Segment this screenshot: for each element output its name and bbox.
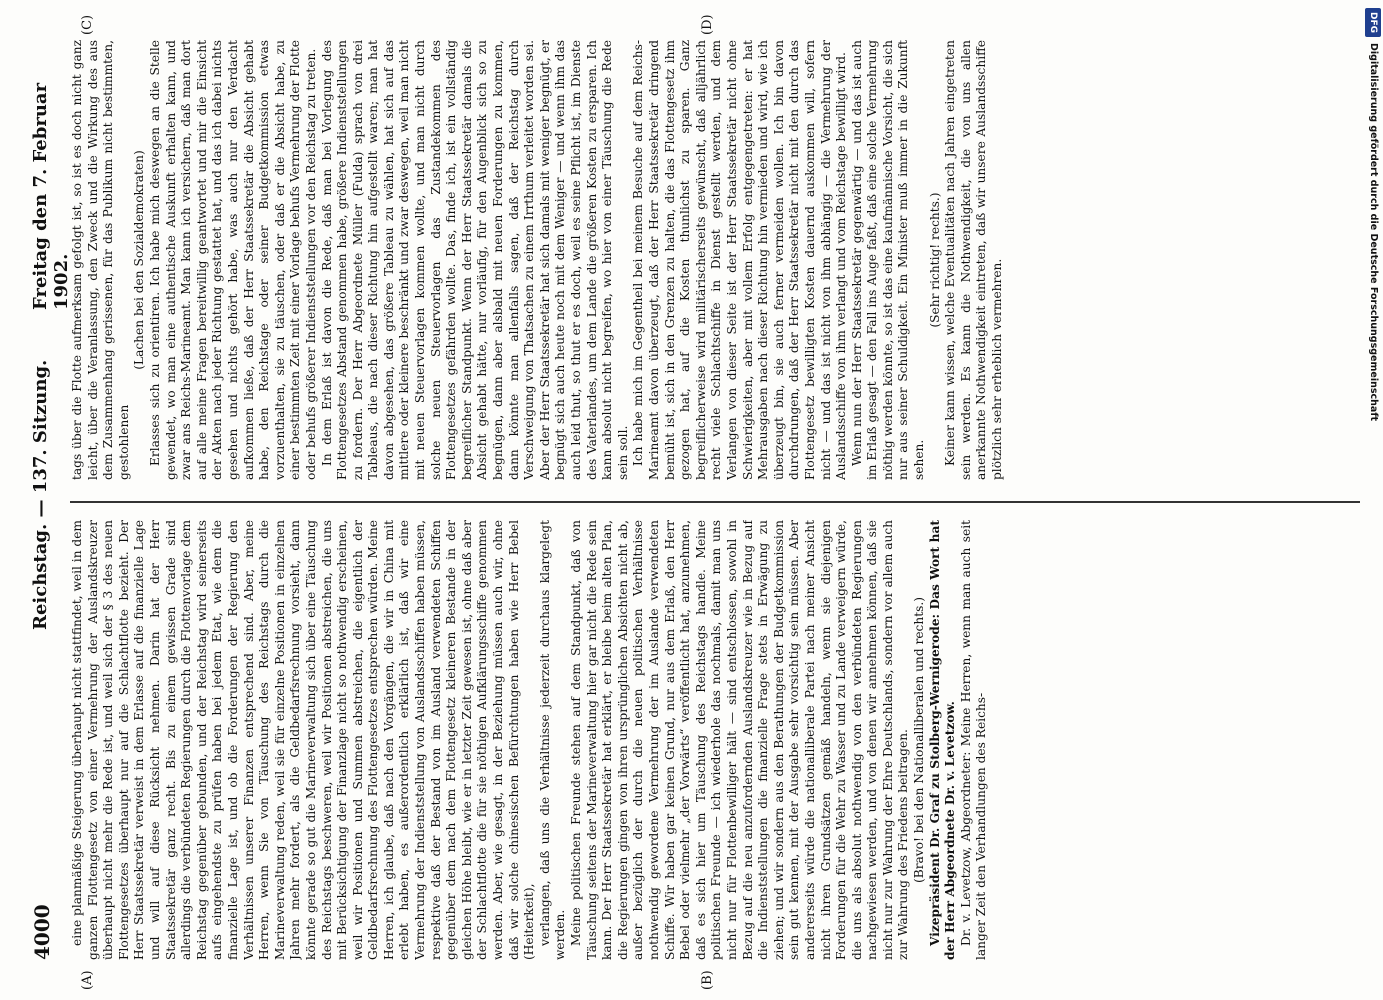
paragraph: Erlasses sich zu orientiren. Ich habe mich deswegen an die Stelle gewendet, wo man eine authentische Auskunft erhalten kann, und zwar ans Reichs-Marineamt. Man kann ich versichern, daß man dort auf alle meine Fragen bereitwillig geantwortet und mir die Einsicht der Akten nach jeder Richtung gestattet hat, und das ich dabei nichts gesehen und nichts gehört habe, was auch nur den Verdacht aufkommen ließe, daß der Herr Staatssekretär die Absicht gehabt habe, den Reichstage oder seiner Budgetkommission etwas vorzuenthalten, sie zu täuschen, oder daß er die Absicht habe, zu einer bestimmten Zeit mit einer Vorlage behufs Vermehrung der Flotte oder behufs größerer Indienststellungen vor den Reichstag zu treten. — [147, 40, 318, 480]
page-number: 4000 — [30, 904, 54, 960]
dfg-logo: DFG — [1365, 8, 1381, 37]
column-divider — [70, 501, 1360, 503]
dfg-credit-text: Digitalisierung gefördert durch die Deutsche Forschungsgemeinschaft — [1368, 43, 1379, 421]
speaker-announcement: Vizepräsident Dr. Graf zu Stolberg-Wernigerode: Das Wort hat der Herr Abgeordnete Dr. v. Levetzow. — [927, 520, 958, 960]
margin-marker-b: (B) — [700, 970, 715, 990]
paragraph: tags über die Flotte aufmerksam gefolgt ist, so ist es doch nicht ganz leicht, über die Veranlassung, den Zweck und die Wirkung des aus dem Zusammenhang gerissenen, für das Publikum nicht bestimmten, gestohlenen — [70, 40, 131, 480]
paragraph: Wenn nun der Herr Staatssekretär gegenwärtig — und das ist auch im Erlaß gesagt — den Fall ins Auge faßt, daß eine solche Vermehrung nöthig werden könnte, so ist das eine kaufmännische Vorsicht, die sich nur aus seiner Schuldigkeit. Ein Minister muß immer in die Zukunft sehen. — [849, 40, 927, 480]
paragraph: Meine politischen Freunde stehen auf dem Standpunkt, daß von Täuschung seitens der Marineverwaltung hier gar nicht die Rede sein kann. Der Herr Staatssekretär hat erklärt, er bleibe beim alten Plan, die Regierungen gingen von ihren ursprünglichen Absichten nicht ab, außer bezüglich der durch die neuen politischen Verhältnisse nothwendig gewordene Vermehrung der im Auslande verwendeten Schiffe. Wir haben gar keinen Grund, nur aus dem Erlaß, den Herr Bebel oder vielmehr „der Vorwärts“ veröffentlicht hat, anzunehmen, daß es sich hier um Täuschung des Reichstags handle. Meine politischen Freunde — ich wiederhole das nochmals, damit man uns nicht nur für Flottenbewilliger hält — sind entschlossen, sowohl in Bezug auf die neu anzufordernden Auslandskreuzer wie in Bezug auf die Indienststellungen die finanzielle Frage stets in Erwägung zu ziehen; und wir sondern aus den Berathungen der Budgetkommission sein gut kennen, mit der Ausgabe sehr vorsichtig sein müssen. Aber andererseits würde die nationalliberale Partei nach meiner Ansicht nicht ihren Grundsätzen gemäß handeln, wenn sie diejenigen Forderungen für die Wehr zu Wasser und zu Lande verweigern würde, die uns als absolut nothwendig von den verbündeten Regierungen nachgewiesen werden, und von denen wir annehmen können, daß sie nicht nur zur Wahrung der Ehre Deutschlands, sondern vor allem auch zur Wahrung des Friedens beitragen. — [569, 520, 911, 960]
dfg-sidebar — [1365, 8, 1381, 992]
paragraph: eine planmäßige Steigerung überhaupt nicht stattfindet, weil in dem ganzen Flottengesetz von einer Vermehrung der Auslandskreuzer überhaupt nicht mehr die Rede ist, und weil sich der § 3 des neuen Flottengesetzes überhaupt nur auf die Schlachtflotte bezieht. Der Herr Staatssekretär verweist in dem Erlasse auf die finanzielle Lage und will auf diese Rücksicht nehmen. Darin hat der Herr Staatssekretär ganz recht. Bis zu einem gewissen Grade sind allerdings die verbündeten Regierungen durch die Flottenvorlage dem Reichstag gegenüber gebunden, und der Reichstag wird seinerseits aufs eingehendste zu prüfen haben bei jedem Etat, wie dem die finanzielle Lage ist, und ob die Forderungen der Regierung den Verhältnissen unserer Finanzen entsprechend sind. Aber, meine Herren, wenn Sie von Täuschung des Reichstags durch die Marineverwaltung reden, weil sie für einzelne Positionen in einzelnen Jahren mehr fordert, als die Geldbedarfsrechnung vorsieht, dann könnte gerade so gut die Marineverwaltung sich über eine Täuschung des Reichstags beschweren, weil wir Positionen abstreichen, die uns mit Berücksichtigung der Finanzlage nicht so nothwendig erscheinen, weil wir Positionen und Summen abstreichen, die eigentlich der Geldbedarfsrechnung des Flottengesetzes entsprechen würden. Meine Herren, ich glaube, daß nach den Vorgängen, die wir in China mit erlebt haben, es außerordentlich erklärlich ist, daß wir eine Vermehrung der Indienststellung von Auslandsschiffen haben müssen, respektive daß der Bestand von im Ausland verwendeten Schiffen gegenüber dem nach dem Flottengesetz kleineren Bestande in der gleichen Höhe bleibt, wie er in letzter Zeit gewesen ist, ohne daß aber der Schlachtflotte die für sie nöthigen Aufklärungsschiffe genommen werden. Aber, wie gesagt, in der Beziehung müssen auch wir, ohne daß wir solche chinesischen Befürchtungen haben wie Herr Bebel (Heiterkeit), — [70, 520, 537, 960]
left-column — [70, 520, 1370, 960]
paragraph: verlangen, daß uns die Verhältnisse jederzeit durchaus klargelegt werden. — [537, 520, 568, 960]
paragraph: Keiner kann wissen, welche Eventualitäten nach Jahren eingetreten sein werden. Es kann die Nothwendigkeit, die von uns allen anerkannte Nothwendigkeit eintreten, daß wir unsere Auslandsschiffe plötzlich sehr erheblich vermehren. — [943, 40, 1005, 480]
right-column — [70, 40, 1370, 480]
paragraph: Ich habe mich im Gegentheil bei meinem Besuche auf dem Reichs-Marineamt davon überzeugt, daß der Herr Staatssekretär dringend bemüht ist, sich in den Grenzen zu halten, die das Flottengesetz ihm gezogen hat, auf die Kosten thunlichst zu sparen. Ganz begreiflicherweise wird militärischerseits gewünscht, daß alljährlich recht viele Schlachtschiffe in Dienst gestellt werden, und dem Verlangen von dieser Seite ist der Herr Staatssekretär nicht ohne Schwierigkeiten, aber mit vollem Erfolg entgegengetreten: er hat Mehrausgaben nach dieser Richtung hin vermieden und wird, wie ich überzeugt bin, sie auch ferner vermeiden wollen. Ich bin davon durchdrungen, daß der Herr Staatssekretär nicht mit den durch das Flottengesetz bewilligten Kosten dauernd auskommen will, sofern nicht — und das ist nicht von ihm abhängig — die Vermehrung der Auslandsschiffe von ihm verlangt und vom Reichstage bewilligt wird. — [631, 40, 849, 480]
page-header — [20, 40, 72, 960]
margin-marker-c: (C) — [80, 14, 95, 35]
applause-note: (Sehr richtig! rechts.) — [927, 192, 942, 328]
applause-note: (Bravo! bei den Nationalliberalen und rechts.) — [912, 597, 927, 884]
paragraph: Dr. v. Levetzow, Abgeordneter: Meine Herren, wenn man auch seit langer Zeit den Verhandlungen des Reichs- — [958, 520, 989, 960]
page-date: Freitag den 7. Februar 1902. — [30, 82, 72, 310]
paragraph: In dem Erlaß ist davon die Rede, daß man bei Vorlegung des Flottengesetzes Abstand genommen habe, größere Indienststellungen zu fordern. Der Herr Abgeordnete Müller (Fulda) sprach von drei Tableaus, die nach dieser Richtung hin aufgestellt waren; man hat davon abgesehen, das größere Tableau zu wählen, hat sich auf das mittlere oder kleinere beschränkt und zwar deswegen, weil man nicht mit neuen Steuervorlagen kommen wollte, und man nicht durch solche neuen Steuervorlagen das Zustandekommen des Flottengesetzes gefährden wollte. Das, finde ich, ist ein vollständig begreiflicher Standpunkt. Wenn der Herr Staatssekretär damals die Absicht gehabt hätte, nur vorläufig, für den Augenblick sich so zu begnügen, dann aber alsbald mit neuen Forderungen zu kommen, dann könnte man allenfalls sagen, daß der Reichstag durch Verschweigung von Thatsachen zu einem Irrthum verleitet worden sei. Aber der Herr Staatssekretär hat sich damals mit weniger begnügt, er begnügt sich auch heute noch mit dem Weniger — und wenn ihm das auch leid thut, so thut er es doch, weil es seine Pflicht ist, im Dienste des Vaterlandes, um dem Lande die größeren Kosten zu ersparen. Ich kann absolut nicht begreifen, wo hier von einer Täuschung die Rede sein soll. — [319, 40, 630, 480]
margin-marker-d: (D) — [700, 14, 715, 35]
session-title: Reichstag. — 137. Sitzung. — [30, 359, 51, 630]
laughter-note: (Lachen bei den Sozialdemokraten) — [132, 150, 147, 370]
margin-marker-a: (A) — [80, 970, 95, 990]
